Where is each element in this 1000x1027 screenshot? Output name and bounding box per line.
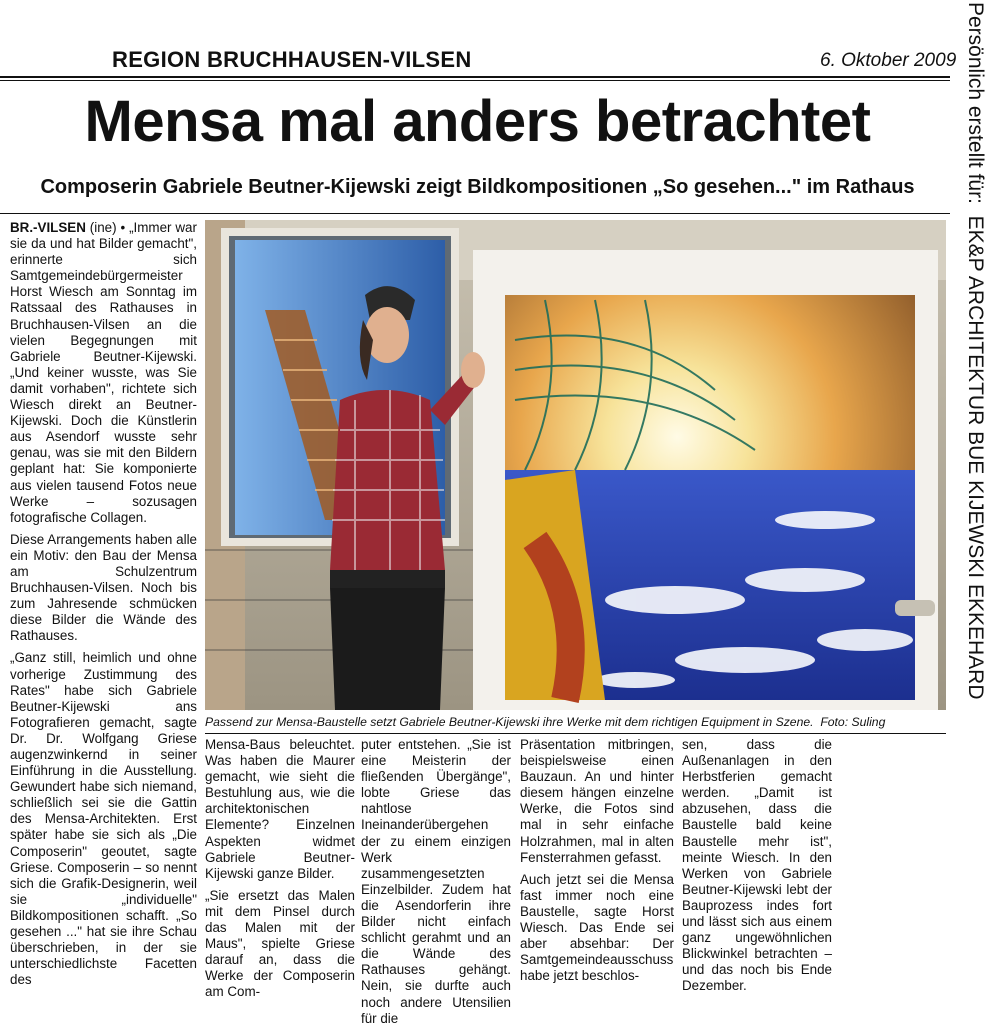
photo-illustration [205, 220, 946, 710]
dateline: BR.-VILSEN [10, 220, 86, 235]
article-column-1 [10, 220, 197, 988]
photo-credit: Foto: Suling [820, 715, 886, 729]
paragraph-7: Präsentation mitbringen, beispielsweise einen Bauzaun. An und hinter diesem hängen einzelne Werke, die Fotos sind mal in sehr einfache Holzrahmen, mal in alten Fensterrahmen gefasst. [520, 737, 674, 865]
article-photo [205, 220, 946, 710]
issue-date: 6. Oktober 2009 [820, 50, 957, 71]
article-column-4 [520, 737, 674, 984]
region-title: REGION BRUCHHAUSEN-VILSEN [112, 47, 472, 72]
paragraph-8: Auch jetzt sei die Mensa fast immer noch eine Baustelle, sagte Horst Wiesch. Das Ende sei aber absehbar: Der Samtgemeindeausschuss habe jetzt beschlos- [520, 871, 674, 984]
paragraph-2: Diese Arrangements haben alle ein Motiv: den Bau der Mensa am Schulzentrum Bruchhausen-Vilsen. Noch bis zum Jahresende schmücken diese Bilder die Wände des Rathauses. [10, 531, 197, 644]
photo-caption [205, 715, 946, 729]
paragraph-4: Mensa-Baus beleuchtet. Was haben die Maurer gemacht, wie sieht die Bestuhlung aus, wie die architektonischen Elemente? Einzelnen Aspekten widmet Gabriele Beutner-Kijewski ganze Bilder. [205, 737, 355, 881]
subhead-rule [0, 213, 950, 214]
article-column-2 [205, 737, 355, 1000]
paragraph-1: • „Immer war sie da und hat Bilder gemacht", erinnerte sich Samtgemeindebürgermeister Horst Wiesch am Sonntag im Ratssaal des Rathauses in Bruchhausen-Vilsen an die vielen Begegnungen mit Gabriele Beutner-Kijewski. „Und keiner wusste, was Sie damit vorhaben", richtete sich Wiesch direkt an Beutner-Kijewski. Doch die Künstlerin aus Asendorf wusste sehr genau, was sie mit den Bildern geplant hat: Sie komponierte aus vielen tausend Fotos neue Werke – sozusagen fotografische Collagen. [10, 220, 197, 525]
author-tag: (ine) [89, 220, 117, 235]
paragraph-6: puter entstehen. „Sie ist eine Meisterin der fließenden Übergänge", lobte Griese das nahtlose Ineinanderübergehen der zu einem einzigen Werk zusammengesetzten Einzelbilder. Zudem hat die Asendorferin ihre Bilder nicht einfach schlicht gerahmt und an die Wände des Rathauses gehängt. Nein, sie durfte auch noch andere Utensilien für die [361, 737, 511, 1026]
header-rule-thin [0, 80, 950, 81]
paragraph-9: sen, dass die Außenanlagen in den Herbstferien gemacht werden. „Damit ist abzusehen, dass die Baustelle bald keine Baustelle mehr ist", meinte Wiesch. In den Werken von Gabriele Beutner-Kijewski lebt der Bauprozess indes fort und lässt sich aus einem ganz ungewöhnlichen Blickwinkel betrachten – und das noch bis Ende Dezember. [682, 737, 832, 994]
caption-rule [205, 733, 946, 734]
caption-text: Passend zur Mensa-Baustelle setzt Gabriele Beutner-Kijewski ihre Werke mit dem richtigen Equipment in Szene. [205, 715, 814, 729]
lead-paragraph [10, 220, 197, 526]
sidebar-text [963, 2, 987, 700]
paragraph-5: „Sie ersetzt das Malen mit dem Pinsel durch das Malen mit der Maus", spielte Griese darauf an, dass die Werke der Composerin am Com- [205, 887, 355, 1000]
article-column-3 [361, 737, 511, 1026]
sidebar-recipient: EK&P ARCHITEKTUR BUE KIJEWSKI EKKEHARD [964, 215, 987, 700]
subheadline: Composerin Gabriele Beutner-Kijewski zeigt Bildkompositionen „So gesehen..." im Rathaus [40, 176, 915, 198]
sidebar-label: Persönlich erstellt für: [964, 2, 987, 204]
header-rule [0, 76, 950, 78]
personalization-sidebar [950, 0, 1000, 950]
paragraph-3: „Ganz still, heimlich und ohne vorherige Zustimmung des Rates" habe sich Gabriele Beutner-Kijewski ans Fotografieren gemacht, sagte Dr. Dr. Wolfgang Griese augenzwinkernd in seiner Einführung in die Ausstellung. Gewundert habe sich niemand, schließlich sei sie die Gattin des Mensa-Architekten. Erst später habe sie sich als „Die Composerin" geoutet, sagte Griese. Composerin – so nennt sich die Grafik-Designerin, weil sie „individuelle" Bildkompositionen schafft. „So gesehen ..." hat sie ihre Schau überschrieben, in der sie unterschiedlichste Facetten des [10, 650, 197, 988]
article-column-5 [682, 737, 832, 994]
headline: Mensa mal anders betrachtet [84, 89, 871, 154]
